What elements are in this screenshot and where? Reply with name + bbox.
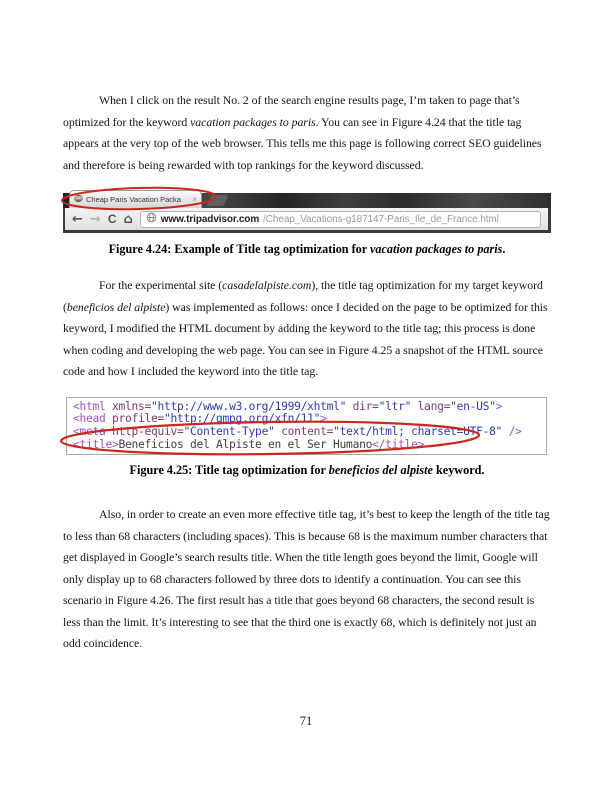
code-line: <meta http-equiv="Content-Type" content="text/html; charset=UTF-8" />: [73, 424, 522, 438]
figure-4-25-caption: Figure 4.25: Title tag optimization for beneficios del alpiste keyword.: [129, 463, 485, 478]
tab-title: Cheap Paris Vacation Packa: [86, 195, 181, 204]
browser-bottom-edge: [63, 230, 551, 233]
paragraph-intro-serp-result: When I click on the result No. 2 of the search engine results page, I’m taken to page that’s optimized for the keyword vacation packages to paris. You can see in Figure 4.24 that the title tag appears at the very top of the web browser. This tells me this page is following correct SEO guidelines and therefore is being rewarded with top rankings for the keyword discussed.: [63, 93, 542, 172]
code-line: <title>Beneficios del Alpiste en el Ser Humano</title>: [73, 437, 425, 451]
browser-tab-bar: [63, 189, 551, 208]
paragraph-experimental-site: For the experimental site (casadelalpiste.com), the title tag optimization for my target keyword (beneficios del alpiste) was implemented as follows: once I decided on the page to be optimized for this keyword, I modified the HTML document by adding the keyword to the title tag; this process is done when coding and developing the web page. You can see in Figure 4.25 a snapshot of the HTML source code and how I included the keyword into the title tag.: [63, 278, 548, 378]
url-domain: www.tripadvisor.com: [160, 213, 260, 225]
back-icon: ←: [72, 211, 83, 227]
home-icon: ⌂: [123, 211, 133, 227]
tab-close-icon: ×: [192, 194, 197, 204]
paragraph-title-length: Also, in order to create an even more effective title tag, it’s best to keep the length of the title tag to less than 68 characters (including spaces). This is because 68 is the maximum number characters that get displayed in Google’s search results title. When the title length goes beyond the limit, Google will only display up to 68 characters followed by three dots to identify a continuation. You can see this scenario in Figure 4.26. The first result has a title that goes beyond 68 characters, the second result is less than the limit. It’s interesting to see that the third one is exactly 68, which is definitely not just an odd coincidence.: [63, 507, 550, 651]
code-line: <html xmlns="http://www.w3.org/1999/xhtml" dir="ltr" lang="en-US">: [73, 399, 503, 413]
figure-4-25-code-screenshot: [66, 397, 547, 456]
forward-icon: →: [89, 211, 101, 227]
reload-icon: C: [107, 211, 117, 226]
figure-4-24-browser-screenshot: [63, 189, 551, 233]
figure-4-24-caption: Figure 4.24: Example of Title tag optimization for vacation packages to paris.: [108, 242, 506, 256]
code-line: <head profile="http://gmpg.org/xfn/11">: [73, 412, 327, 426]
browser-toolbar: [63, 208, 551, 230]
address-bar: [140, 211, 541, 228]
browser-tab: [69, 190, 202, 208]
tripadvisor-owl-icon: [74, 194, 83, 205]
globe-icon: [146, 212, 157, 226]
page-number: 71: [299, 714, 313, 728]
url-path: /Cheap_Vacations-g187147-Paris_Ile_de_France.html: [263, 213, 499, 225]
